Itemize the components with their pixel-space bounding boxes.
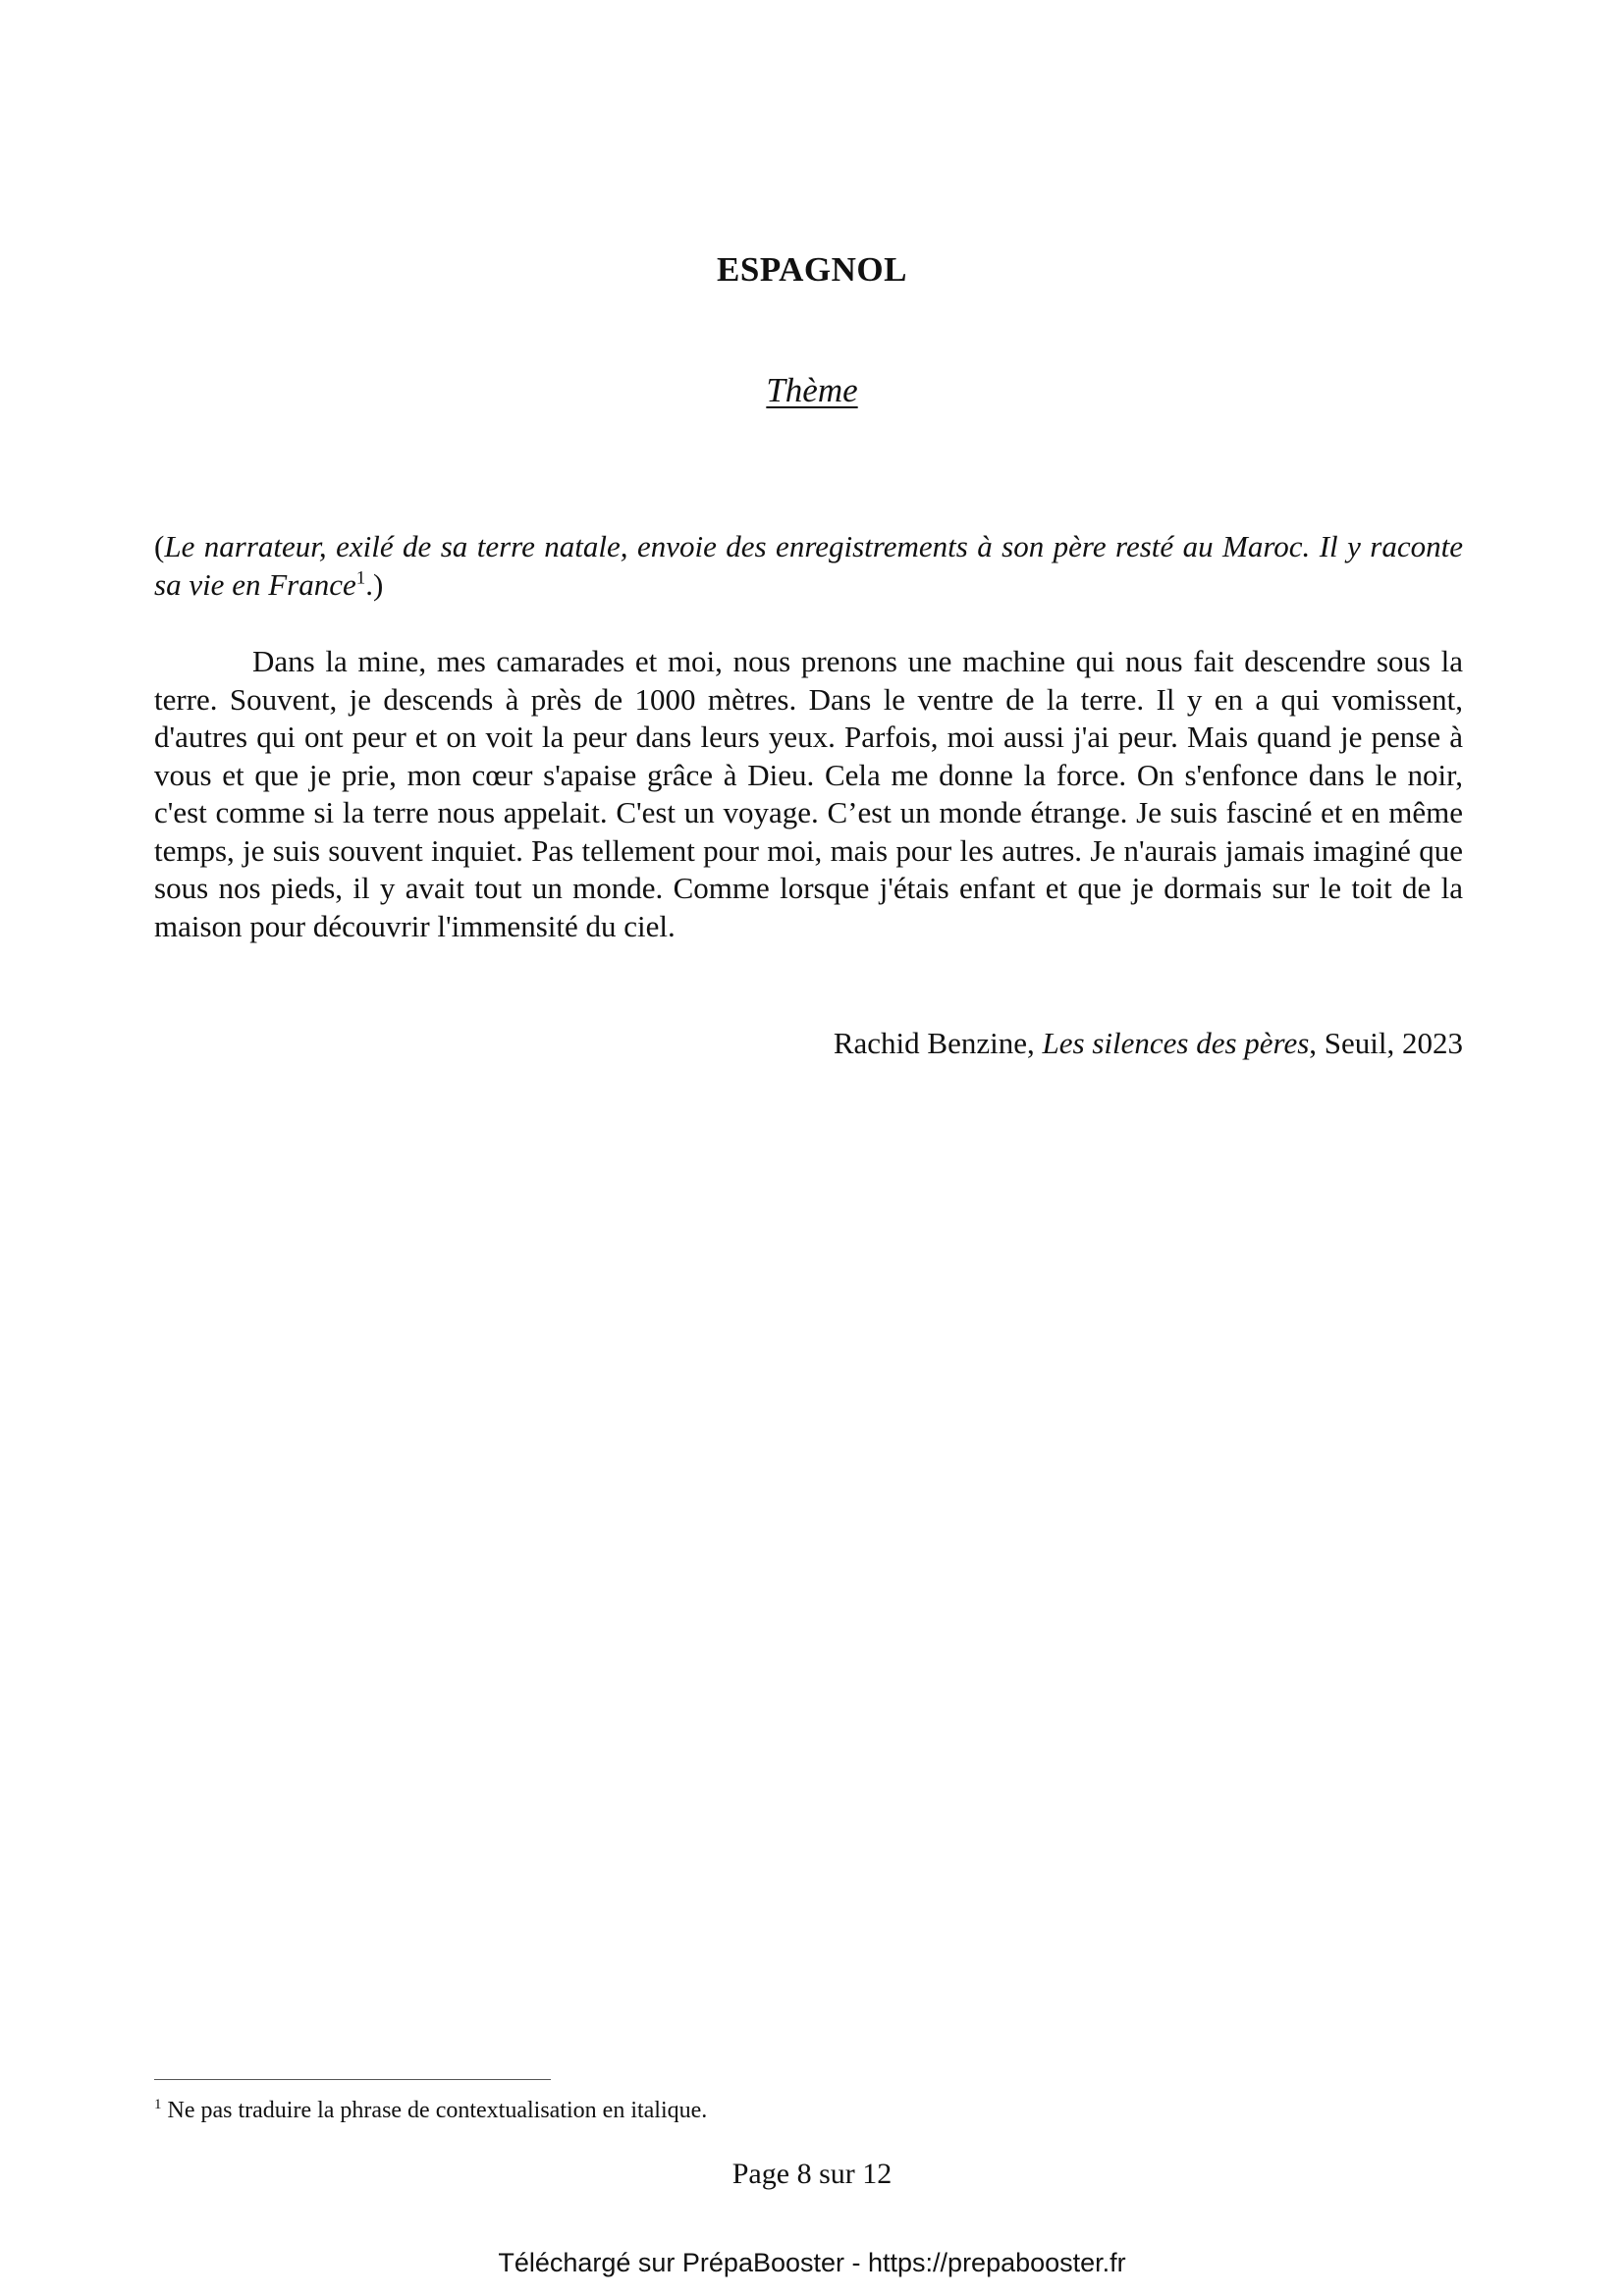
intro-italic-text: Le narrateur, exilé de sa terre natale, envoie des enregistrements à son père resté au Maroc. Il y raconte sa vie en France <box>154 529 1463 602</box>
footnote <box>154 2096 707 2125</box>
intro-close: .) <box>365 566 384 602</box>
source-citation <box>154 1025 1463 1062</box>
download-note: Téléchargé sur PrépaBooster - https://prepabooster.fr <box>498 2248 1126 2277</box>
page-number: Page 8 sur 12 <box>731 2158 893 2190</box>
page-title: ESPAGNOL <box>717 250 907 289</box>
footnote-reference: 1 <box>355 567 366 589</box>
intro-context <box>154 528 1463 604</box>
intro-open-paren: ( <box>154 529 165 563</box>
footnote-text: Ne pas traduire la phrase de contextualisation en italique. <box>161 2098 708 2123</box>
source-book-title: Les silences des pères <box>1042 1026 1310 1060</box>
body-paragraph: Dans la mine, mes camarades et moi, nous prenons une machine qui nous fait descendre sous la terre. Souvent, je descends à près de 1000 mètres. Dans le ventre de la terre. Il y en a qui vomissent, d'autres qui ont peur et on voit la peur dans leurs yeux. Parfois, moi aussi j'ai peur. Mais quand je pense à vous et que je prie, mon cœur s'apaise grâce à Dieu. Cela me donne la force. On s'enfonce dans le noir, c'est comme si la terre nous appelait. C'est un voyage. C’est un monde étrange. Je suis fasciné et en même temps, je suis souvent inquiet. Pas tellement pour moi, mais pour les autres. Je n'aurais jamais imaginé que sous nos pieds, il y avait tout un monde. Comme lorsque j'étais enfant et que je dormais sur le toit de la maison pour découvrir l'immensité du ciel. <box>154 644 1463 943</box>
footnote-divider <box>154 2079 551 2080</box>
source-author: Rachid Benzine, <box>833 1026 1043 1060</box>
footnote-number: 1 <box>154 2097 162 2112</box>
section-subtitle: Thème <box>766 371 858 409</box>
source-publisher-year: , Seuil, 2023 <box>1309 1026 1463 1060</box>
